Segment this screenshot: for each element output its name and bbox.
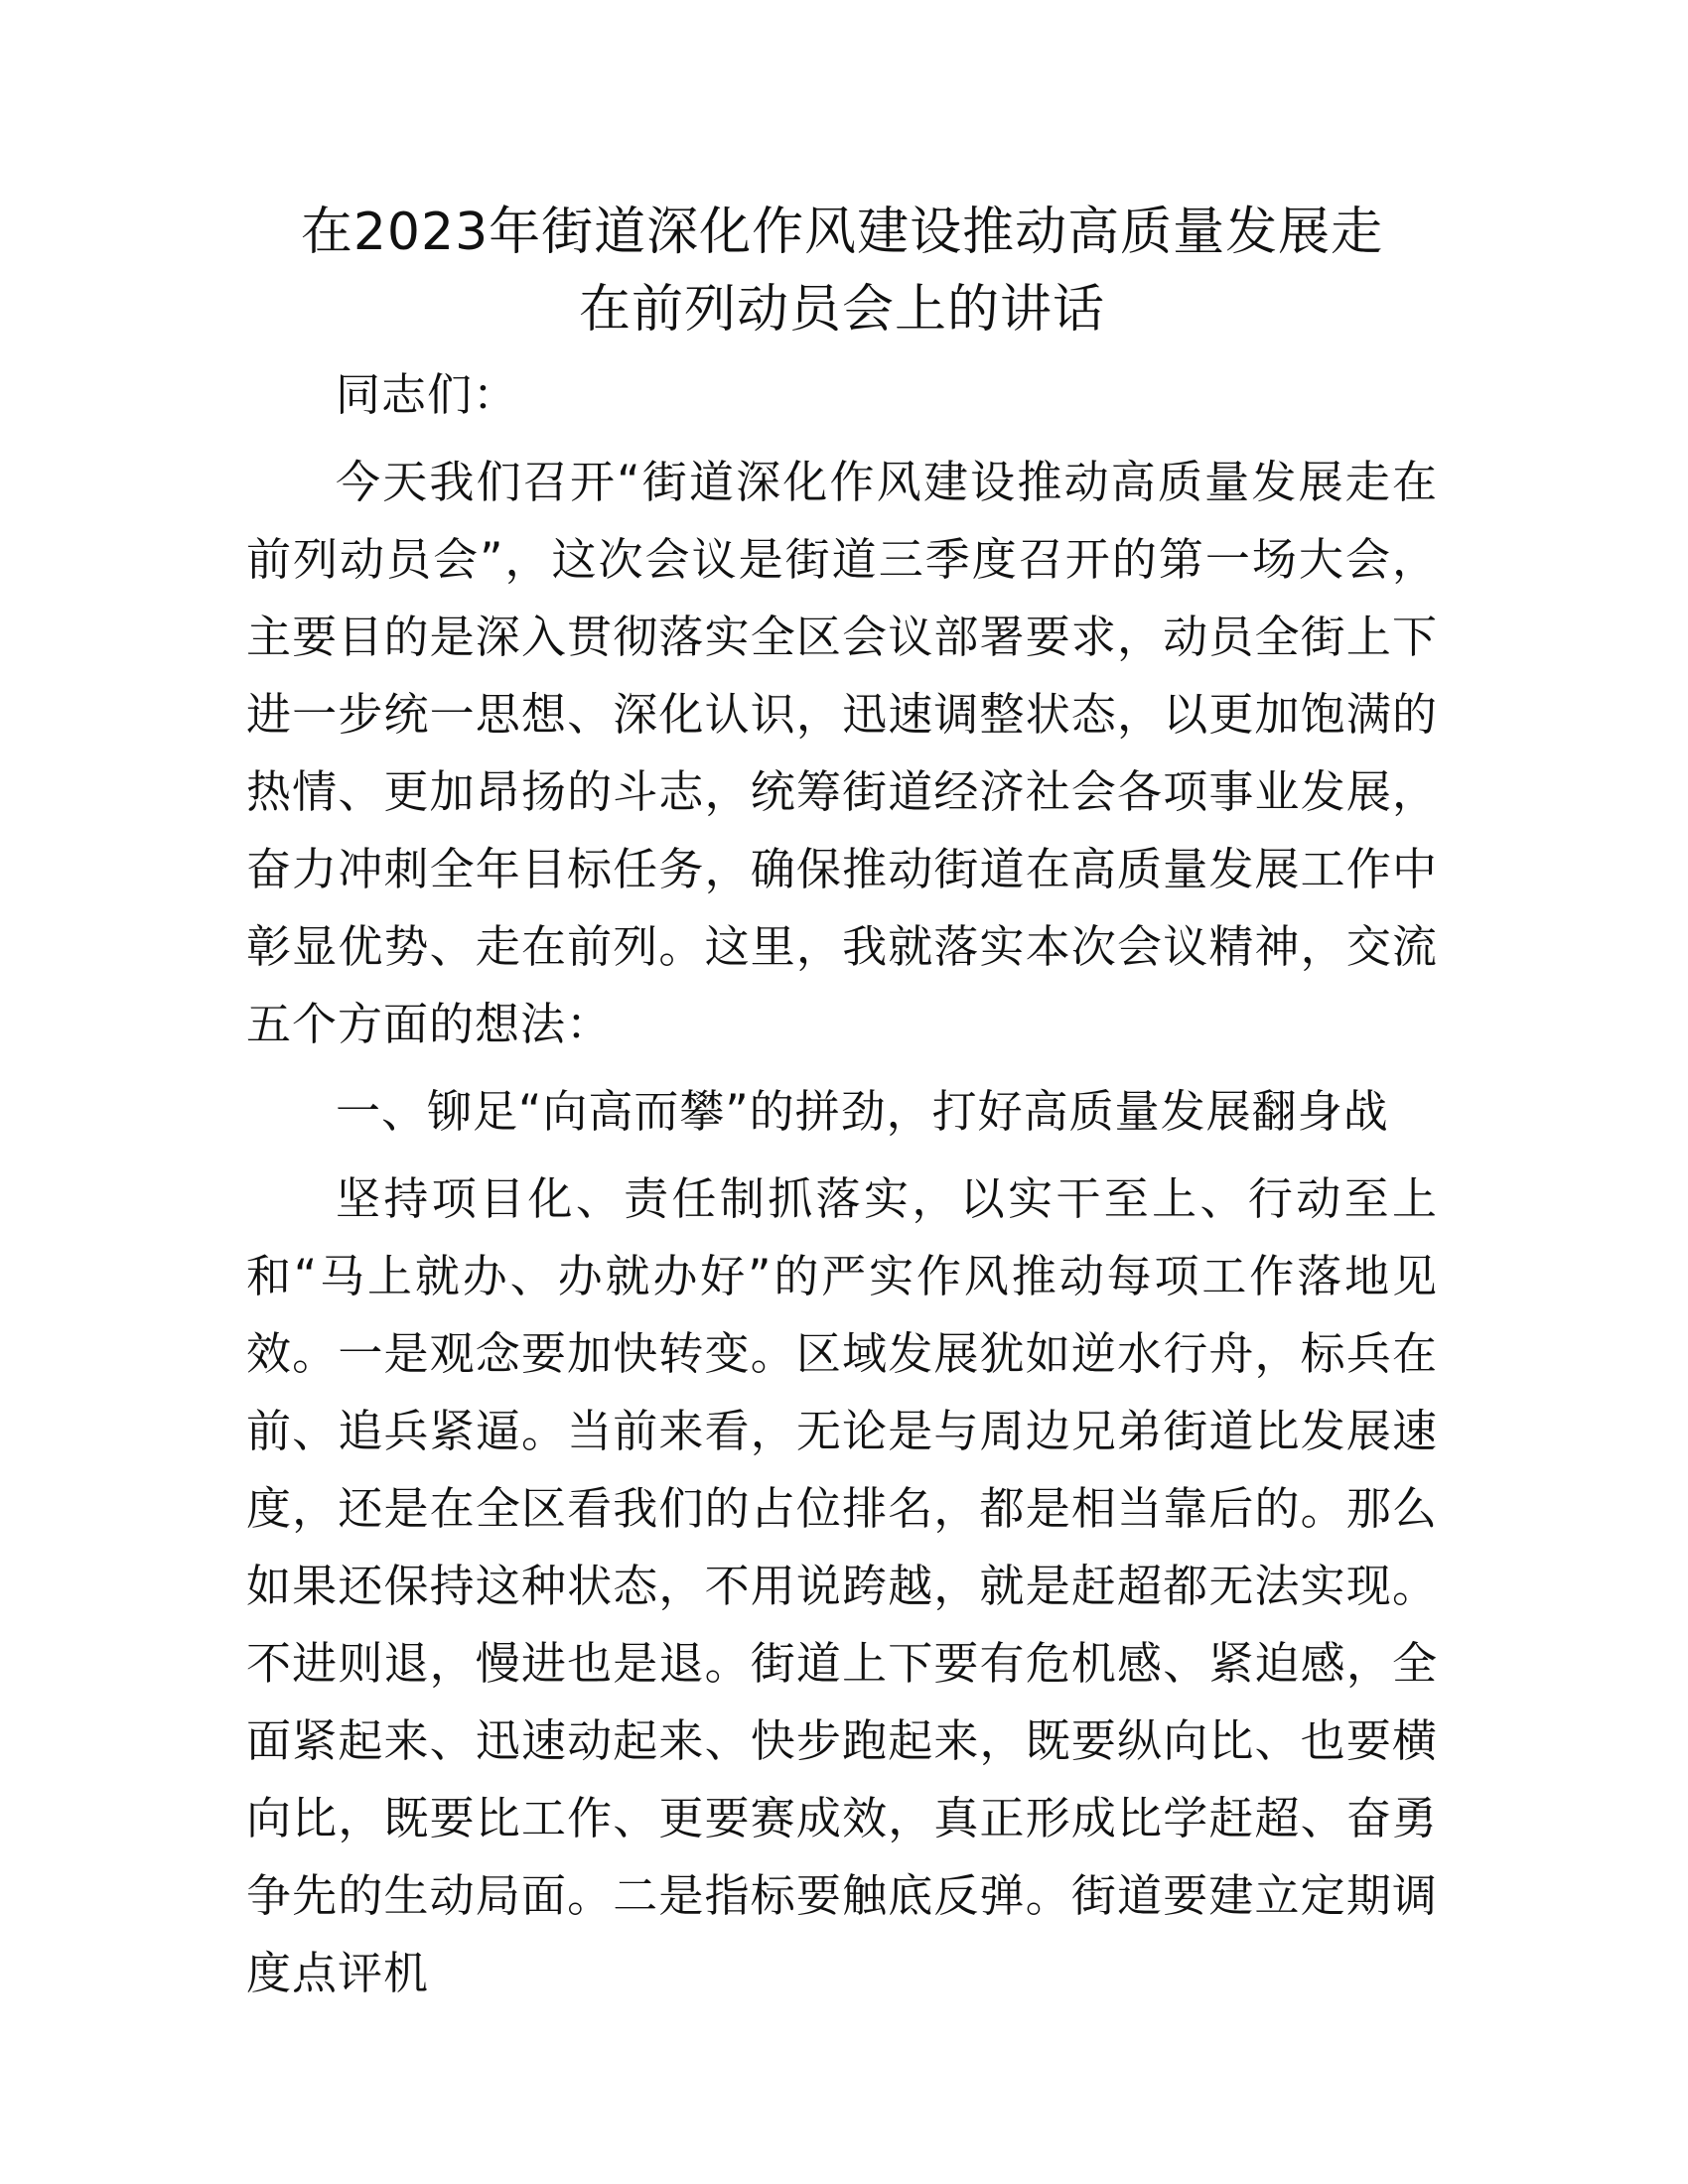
section-1-paragraph: 坚持项目化、责任制抓落实，以实干至上、行动至上和“马上就办、办就办好”的严实作风推动每项工作落地见效。一是观念要加快转变。区域发展犹如逆水行舟，标兵在前、追兵紧逼。当前来看，无论是与周边兄弟街道比发展速度，还是在全区看我们的占位排名，都是相当靠后的。那么如果还保持这种状态，不用说跨越，就是赶超都无法实现。不进则退，慢进也是退。街道上下要有危机感、紧迫感，全面紧起来、迅速动起来、快步跑起来，既要纵向比、也要横向比，既要比工作、更要赛成效，真正形成比学赶超、奋勇争先的生动局面。二是指标要触底反弹。街道要建立定期调度点评机 xyxy=(246,1172,1438,1999)
document-title xyxy=(246,194,1438,348)
salutation: 同志们： xyxy=(336,368,519,421)
title-line-2: 在前列动员会上的讲话 xyxy=(578,280,1105,340)
section-1-heading: 一、铆足“向高而攀”的拼劲，打好高质量发展翻身战 xyxy=(336,1085,1389,1138)
document-page xyxy=(246,194,1438,2012)
title-line-1: 在2023年街道深化作风建设推动高质量发展走 xyxy=(300,203,1384,262)
intro-paragraph: 今天我们召开“街道深化作风建设推动高质量发展走在前列动员会”，这次会议是街道三季度召开的第一场大会，主要目的是深入贯彻落实全区会议部署要求，动员全街上下进一步统一思想、深化认识，迅速调整状态，以更加饱满的热情、更加昂扬的斗志，统筹街道经济社会各项事业发展，奋力冲刺全年目标任务，确保推动街道在高质量发展工作中彰显优势、走在前列。这里，我就落实本次会议精神，交流五个方面的想法： xyxy=(246,456,1438,1050)
